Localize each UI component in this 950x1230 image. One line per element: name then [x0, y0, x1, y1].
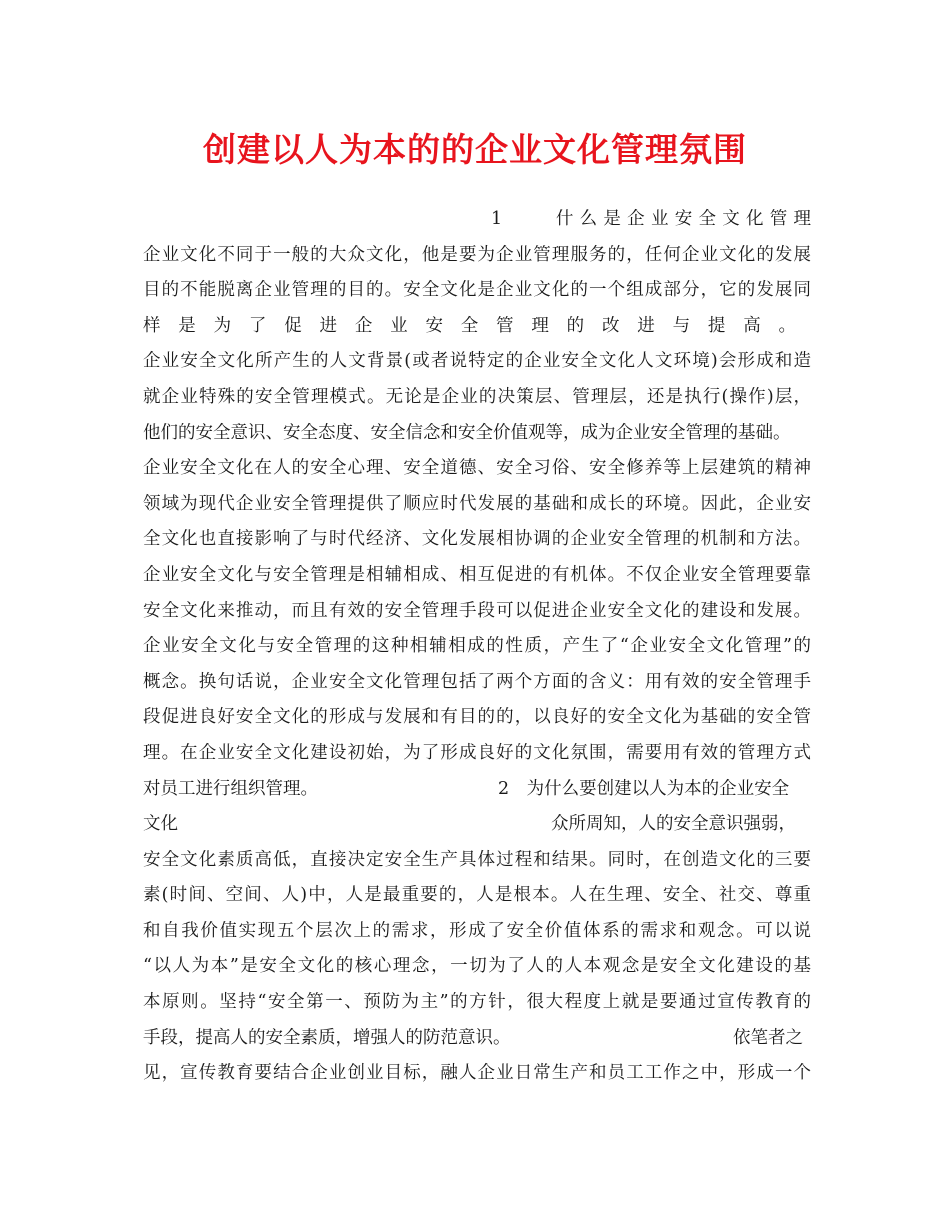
document-body: [143, 202, 811, 1092]
text-line: 就企业特殊的安全管理模式。无论是企业的决策层、管理层，还是执行(操作)层，: [143, 386, 811, 407]
text-line: 他们的安全意识、安全态度、安全信念和安全价值观等，成为企业安全管理的基础。: [143, 422, 791, 443]
document-title: 创建以人为本的的企业文化管理氛围: [203, 130, 747, 169]
text-line: 领域为现代企业安全管理提供了顺应时代发展的基础和成长的环境。因此，企业安: [143, 493, 811, 514]
section-heading-1: 1 什么是企业安全文化管理: [491, 209, 811, 229]
text-line: 和自我价值实现五个层次上的需求，形成了安全价值体系的需求和观念。可以说: [143, 920, 811, 941]
text-line: [143, 807, 811, 843]
text-line: 段促进良好安全文化的形成与发展和有目的的，以良好的安全文化为基础的安全管: [143, 707, 811, 728]
text-line: 见，宣传教育要结合企业创业目标，融人企业日常生产和员工工作之中，形成一个: [143, 1063, 811, 1084]
text-line: 理。在企业安全文化建设初始，为了形成良好的文化氛围，需要用有效的管理方式: [143, 742, 811, 763]
text-line: 本原则。坚持“安全第一、预防为主”的方针，很大程度上就是要通过宣传教育的: [143, 992, 811, 1013]
text-line: 样是为了促进企业安全管理的改进与提高。: [143, 315, 811, 336]
text-segment: 众所周知，人的安全意识强弱，: [551, 814, 796, 835]
text-line: 安全文化来推动，而且有效的安全管理手段可以促进企业安全文化的建设和发展。: [143, 600, 811, 621]
text-line: 企业安全文化在人的安全心理、安全道德、安全习俗、安全修养等上层建筑的精神: [143, 458, 811, 479]
text-line: “以人为本”是安全文化的核心理念，一切为了人的人本观念是安全文化建设的基: [143, 956, 811, 977]
text-line: [143, 202, 811, 238]
text-line: 素(时间、空间、人)中，人是最重要的，人是根本。人在生理、安全、社交、尊重: [143, 885, 811, 906]
text-line: 企业文化不同于一般的大众文化，他是要为企业管理服务的，任何企业文化的发展: [143, 244, 811, 265]
text-segment: 对员工进行组织管理。: [143, 778, 318, 799]
text-line: [143, 1021, 811, 1057]
text-segment: 文化: [143, 814, 178, 835]
text-line: 目的不能脱离企业管理的目的。安全文化是企业文化的一个组成部分，它的发展同: [143, 280, 811, 301]
text-line: 企业安全文化所产生的人文背景(或者说特定的企业安全文化人文环境)会形成和造: [143, 351, 811, 372]
text-segment: 手段，提高人的安全素质，增强人的防范意识。: [143, 1027, 511, 1048]
text-line: 企业安全文化与安全管理是相辅相成、相互促进的有机体。不仅企业安全管理要靠: [143, 564, 811, 585]
text-segment: 依笔者之: [733, 1027, 803, 1048]
section-heading-2: 2 为什么要创建以人为本的企业安全: [498, 778, 790, 799]
text-line: 安全文化素质高低，直接决定安全生产具体过程和结果。同时，在创造文化的三要: [143, 849, 811, 870]
text-line: [143, 772, 811, 808]
text-line: 概念。换句话说，企业安全文化管理包括了两个方面的含义：用有效的安全管理手: [143, 671, 811, 692]
text-line: 企业安全文化与安全管理的这种相辅相成的性质，产生了“企业安全文化管理”的: [143, 636, 811, 657]
text-line: 全文化也直接影响了与时代经济、文化发展相协调的企业安全管理的机制和方法。: [143, 529, 811, 550]
